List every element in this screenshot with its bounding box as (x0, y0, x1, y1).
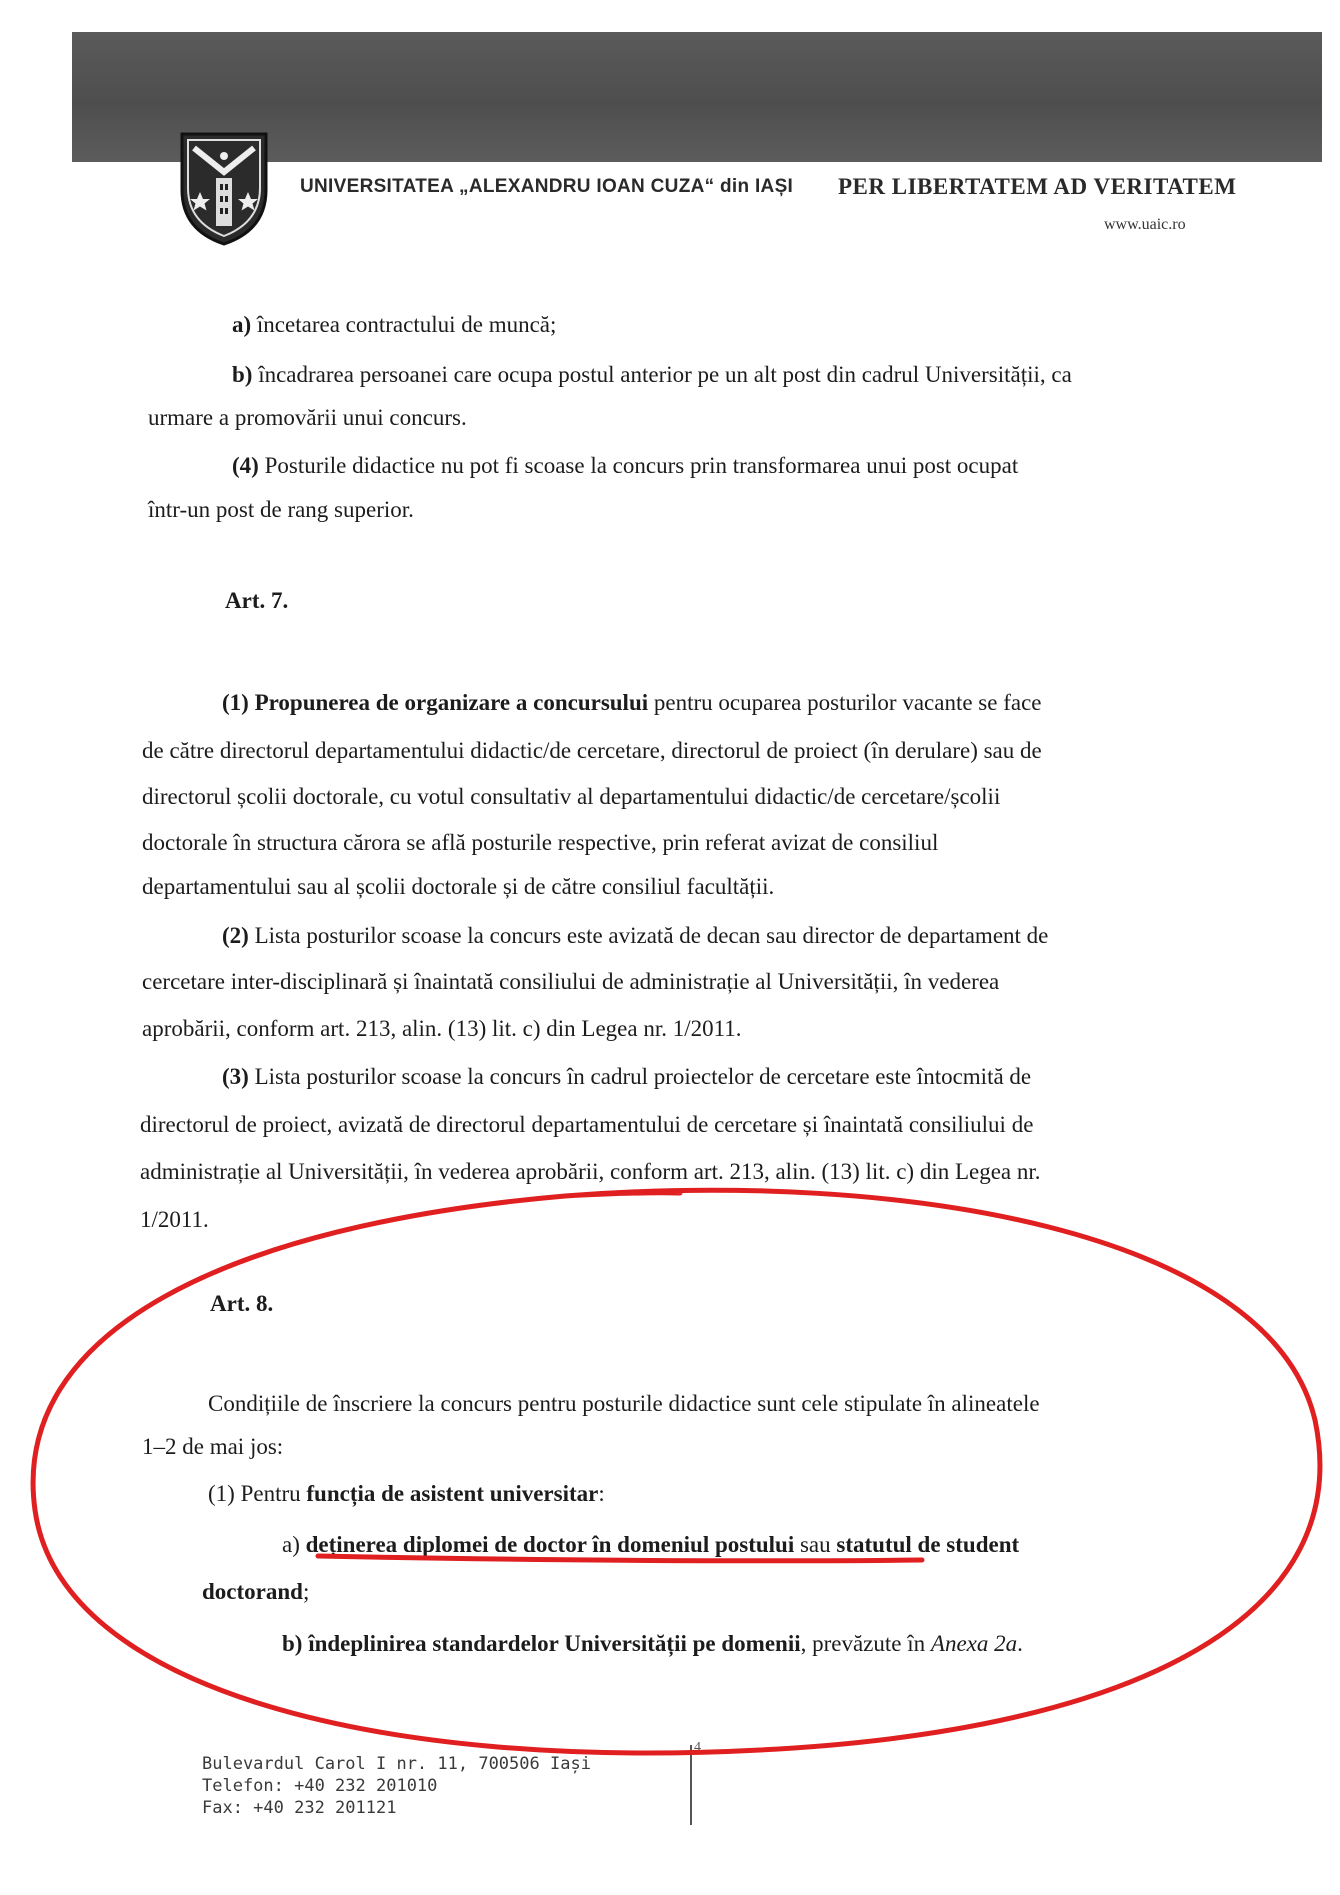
footer-fax: Fax: +40 232 201121 (202, 1798, 397, 1818)
item-a-label: a) (232, 312, 252, 337)
art8-a-bold1: deținerea diplomei de doctor în domeniul postului (305, 1532, 795, 1557)
website-link[interactable]: www.uaic.ro (1104, 216, 1186, 233)
art7-p3-label: (3) (222, 1064, 249, 1089)
para-4-label: (4) (232, 453, 259, 478)
art7-p2-line3: aprobării, conform art. 213, alin. (13) lit. c) din Legea nr. 1/2011. (142, 1016, 742, 1041)
art7-p3-line4: 1/2011. (140, 1207, 209, 1232)
art8-p1-line (208, 1480, 605, 1508)
page-number: 4 (694, 1740, 701, 1755)
art8-p1-colon: : (598, 1481, 605, 1506)
art8-a-mid: sau (799, 1532, 831, 1557)
item-a (232, 311, 556, 339)
art7-p2-line2: cercetare inter-disciplinară și înaintată consiliului de administrație al Universității, în vederea (142, 969, 1000, 994)
art8-b-line (282, 1630, 1023, 1658)
article-7-title: Art. 7. (225, 588, 289, 613)
art7-p1-line5: departamentului sau al școlii doctorale și de către consiliul facultății. (142, 874, 775, 899)
university-motto: PER LIBERTATEM AD VERITATEM (838, 174, 1237, 199)
para-4-line2: într-un post de rang superior. (148, 497, 414, 522)
art8-intro-line1: Condițiile de înscriere la concurs pentru posturile didactice sunt cele stipulate în alineatele (208, 1391, 1040, 1416)
art7-p2-text: Lista posturilor scoase la concurs este avizată de decan sau director de departament de (254, 923, 1049, 948)
university-name: UNIVERSITATEA „ALEXANDRU IOAN CUZA“ din IAȘI (300, 176, 794, 197)
art8-b-label: b) (282, 1631, 303, 1656)
art8-p1-label: (1) Pentru (208, 1481, 301, 1506)
art7-p1-line4: doctorale în structura cărora se află posturile respective, prin referat avizat de consiliul (142, 830, 939, 855)
university-crest-icon (178, 130, 270, 248)
item-b-label: b) (232, 362, 253, 387)
art8-a-line2 (202, 1578, 309, 1606)
art8-a-line1 (282, 1531, 1019, 1559)
item-b-line2: urmare a promovării unui concurs. (148, 405, 467, 430)
art7-p1-line3: directorul școlii doctorale, cu votul consultativ al departamentului didactic/de cercetare/școlii (142, 784, 1001, 809)
para-4-line1 (232, 452, 1220, 480)
art7-p3-line2: directorul de proiect, avizată de directorul departamentului de cercetare și înaintată consiliului de (140, 1112, 1034, 1137)
article-8-title: Art. 8. (210, 1291, 274, 1316)
art7-p1-bold: Propunerea de organizare a concursului (254, 690, 649, 715)
art8-a-bold2: statutul de student (836, 1532, 1020, 1557)
art7-p1-line2: de către directorul departamentului didactic/de cercetare, directorul de proiect (în derulare) sau de (142, 738, 1042, 763)
footer-phone: Telefon: +40 232 201010 (202, 1776, 438, 1796)
art7-p3-line1 (222, 1063, 1031, 1091)
art7-p1-rest: pentru ocuparea posturilor vacante se face (653, 690, 1042, 715)
art7-p2-line1 (222, 922, 1048, 950)
art8-b-end: . (1017, 1631, 1023, 1656)
art8-p1-bold: funcția de asistent universitar (306, 1481, 599, 1506)
highlight-ellipse (33, 1190, 1320, 1753)
footer-address: Bulevardul Carol I nr. 11, 700506 Iași (202, 1754, 591, 1774)
page-divider (690, 1745, 692, 1825)
art7-p1-line1 (222, 689, 1042, 717)
art8-b-bold: îndeplinirea standardelor Universității pe domenii (308, 1631, 801, 1656)
item-b-line1 (232, 361, 1220, 389)
art8-a-end: ; (302, 1579, 310, 1604)
art7-p3-text: Lista posturilor scoase la concurs în cadrul proiectelor de cercetare este întocmită de (254, 1064, 1032, 1089)
art8-b-rest: , prevăzute în (800, 1631, 926, 1656)
art8-intro-line2: 1–2 de mai jos: (142, 1434, 284, 1459)
art7-p1-label: (1) (222, 690, 249, 715)
item-b-text-1: încadrarea persoanei care ocupa postul anterior pe un alt post din cadrul Universității, ca (258, 362, 1072, 387)
art7-p2-label: (2) (222, 923, 249, 948)
art7-p3-line3: administrație al Universității, în vederea aprobării, conform art. 213, alin. (13) lit. c) din Legea nr. (140, 1159, 1041, 1184)
art8-b-italic: Anexa 2a (930, 1631, 1018, 1656)
footer-contact (202, 1753, 591, 1819)
para-4-text: Posturile didactice nu pot fi scoase la concurs prin transformarea unui post ocupat (264, 453, 1019, 478)
item-a-text: încetarea contractului de muncă; (256, 312, 557, 337)
art8-a-label: a) (282, 1532, 300, 1557)
art8-a-bold3: doctorand (202, 1579, 303, 1604)
